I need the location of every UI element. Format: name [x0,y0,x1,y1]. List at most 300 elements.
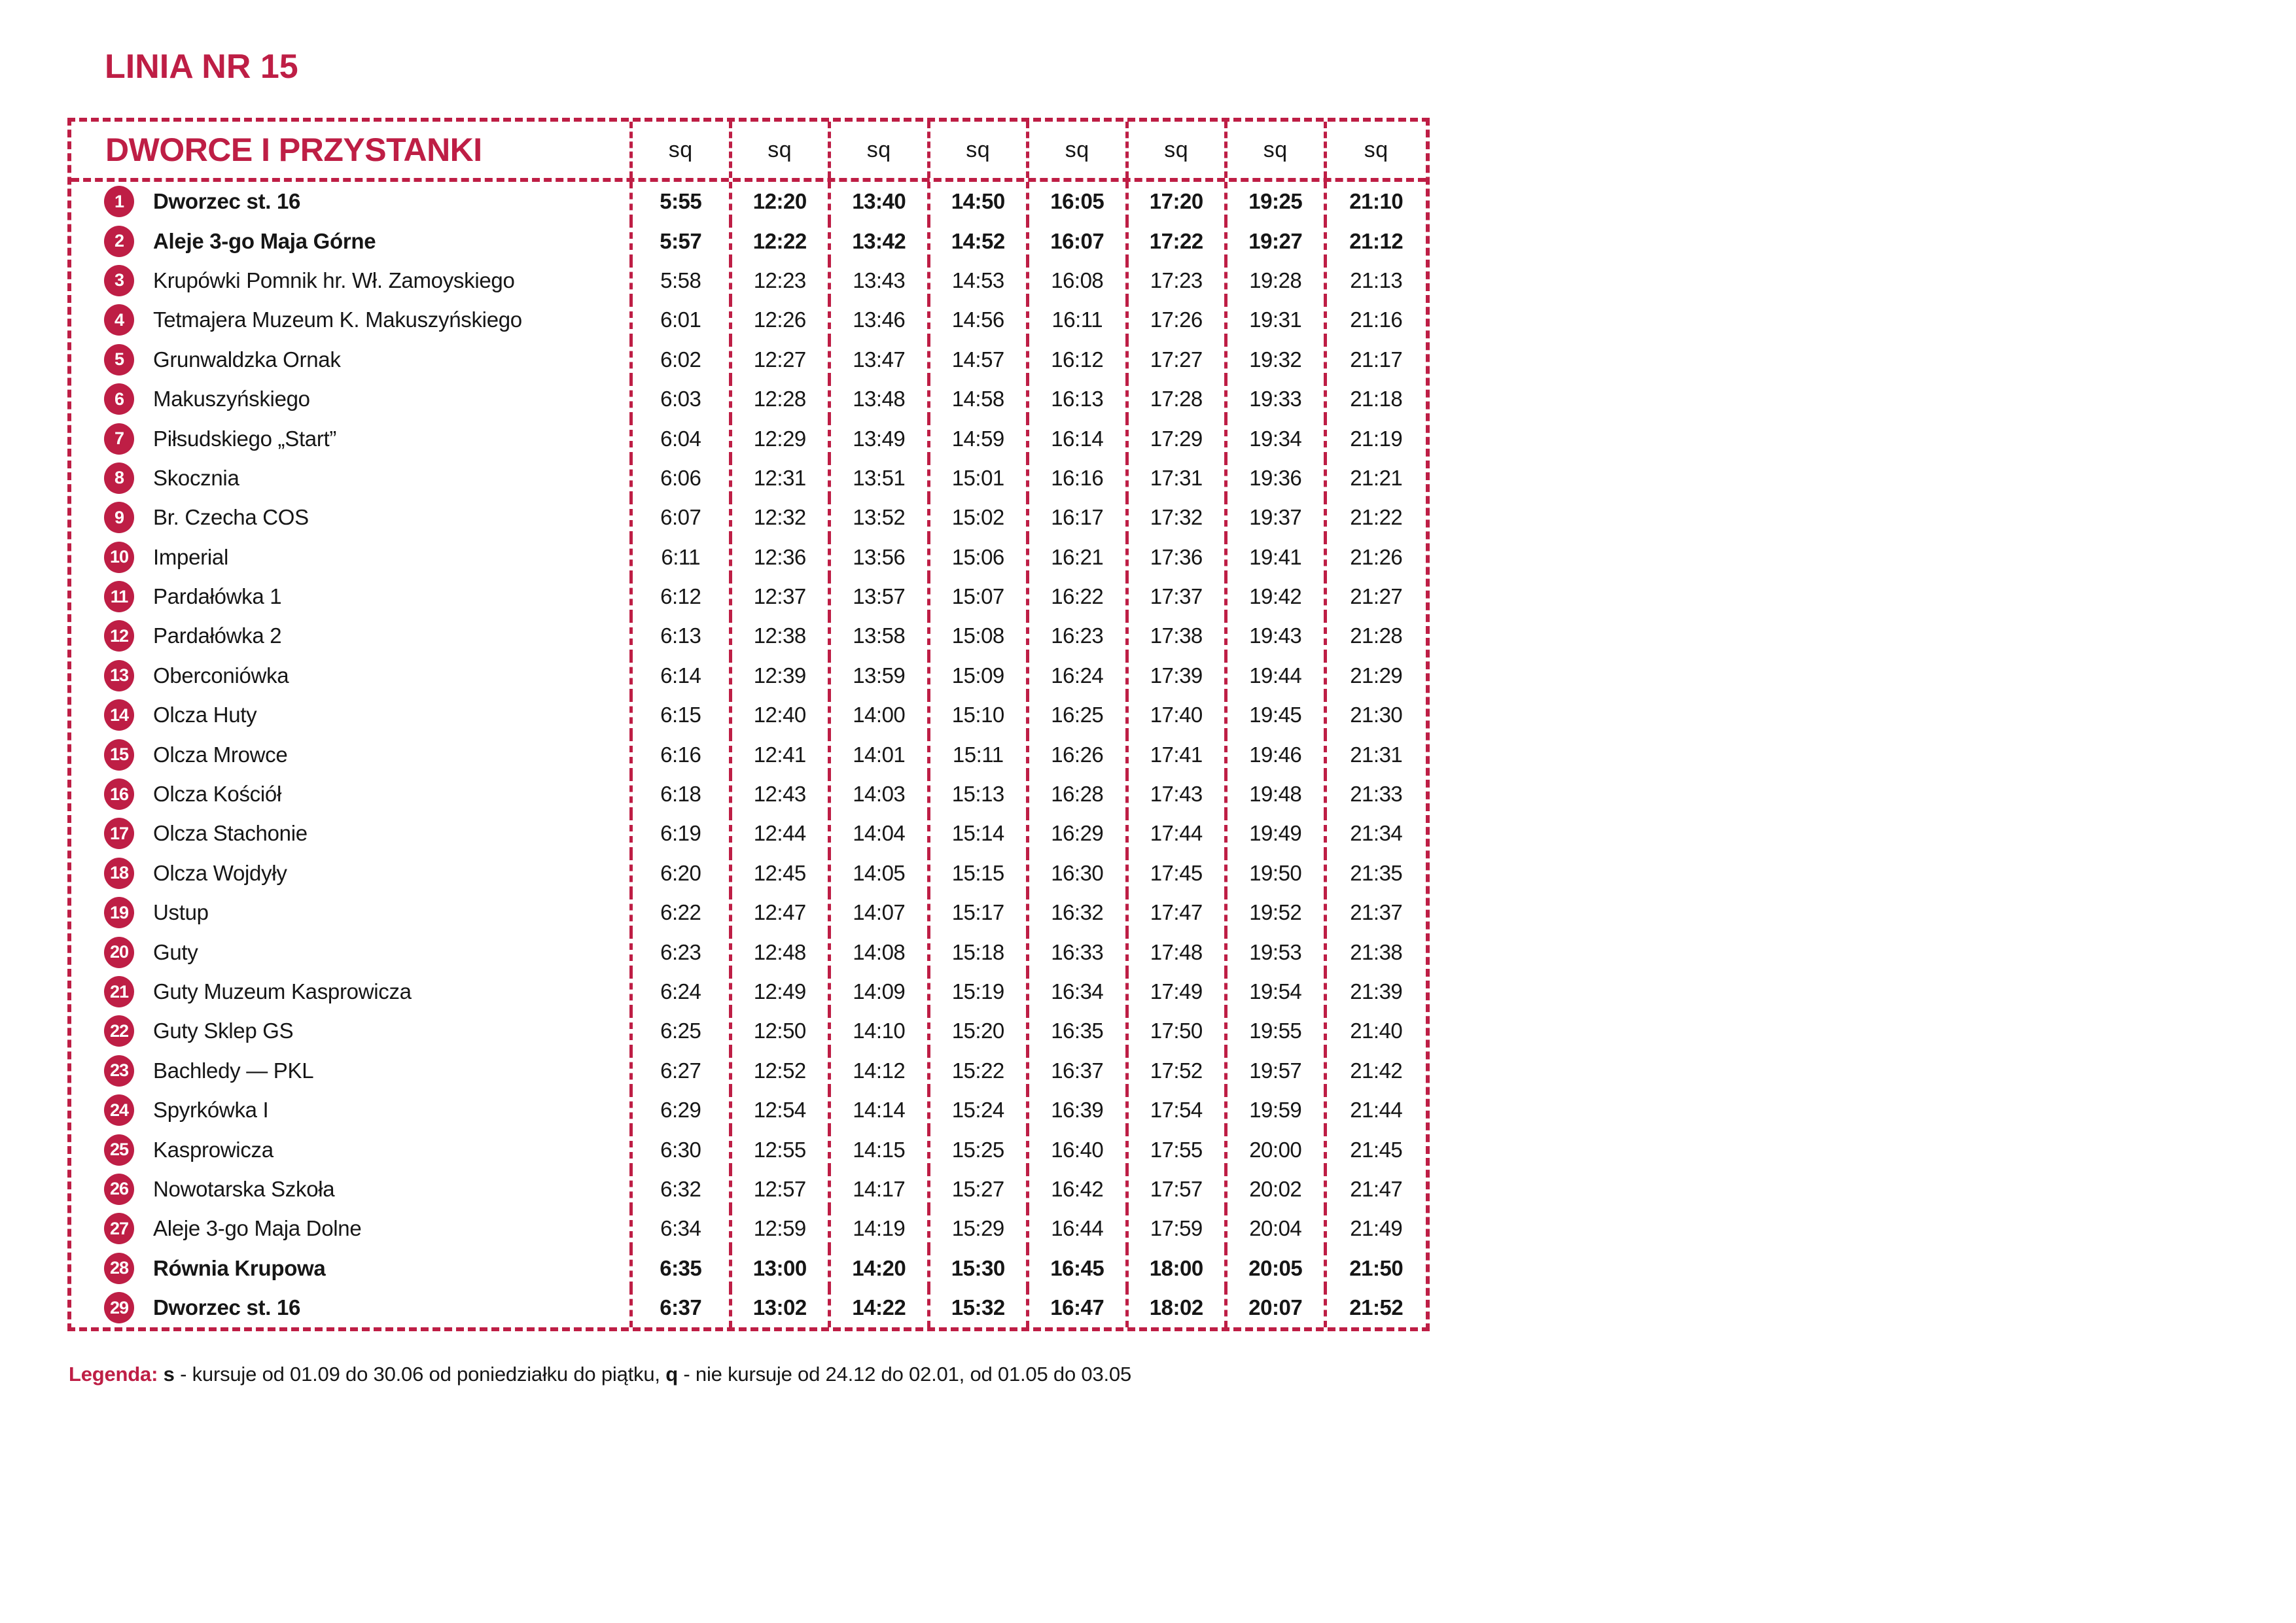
stop-name: Tetmajera Muzeum K. Makuszyńskiego [153,307,522,332]
departure-time: 12:47 [732,893,832,932]
departure-time: 14:53 [930,261,1030,300]
departure-time: 15:09 [930,656,1030,695]
legend-text-s: - kursuje od 01.09 do 30.06 od poniedziałku do piątku, [174,1363,666,1386]
departure-time: 6:16 [633,735,732,774]
stop-number-badge [104,1174,134,1205]
departure-time: 17:50 [1129,1011,1228,1051]
stop-number: 18 [109,863,129,883]
departure-time: 21:19 [1350,426,1403,451]
table-row [71,616,1426,655]
stop-number-badge [104,739,134,771]
stop-cell [71,814,633,853]
departure-time: 12:36 [732,538,832,577]
departure-time: 20:02 [1227,1170,1327,1209]
departure-time: 15:14 [930,814,1030,853]
departure-time: 14:03 [831,775,930,814]
departure-time: 5:55 [633,182,732,221]
table-row [71,498,1426,537]
departure-time: 12:27 [732,340,832,379]
departure-time: 6:35 [633,1249,732,1288]
departure-time: 16:39 [1029,1091,1129,1130]
departure-time: 14:56 [930,300,1030,340]
departure-time: 17:31 [1129,459,1228,498]
stop-number-badge [104,699,134,731]
stop-name: Grunwaldzka Ornak [153,347,341,372]
stop-name: Dworzec st. 16 [153,189,301,214]
departure-time: 14:04 [831,814,930,853]
departure-time: 19:42 [1227,577,1327,616]
stop-name: Aleje 3-go Maja Górne [153,228,376,253]
departure-time: 21:45 [1350,1137,1403,1162]
departure-time: 19:52 [1227,893,1327,932]
stop-number: 3 [114,270,124,290]
departure-time: 14:07 [831,893,930,932]
stop-cell [71,1209,633,1248]
stop-name: Olcza Mrowce [153,742,288,767]
departure-time: 19:25 [1227,182,1327,221]
table-row [71,1130,1426,1169]
stop-number-badge [104,186,134,217]
table-row [71,656,1426,695]
stop-cell [71,340,633,379]
departure-time: 17:40 [1129,695,1228,735]
stop-cell [71,972,633,1011]
departure-time: 16:28 [1029,775,1129,814]
departure-time: 19:43 [1227,616,1327,655]
departure-time: 19:41 [1227,538,1327,577]
departure-time: 17:23 [1129,261,1228,300]
departure-time: 16:26 [1029,735,1129,774]
departure-time: 21:27 [1350,584,1403,609]
departure-time: 16:12 [1029,340,1129,379]
table-row [71,538,1426,577]
departure-time: 6:14 [633,656,732,695]
departure-time: 12:44 [732,814,832,853]
departure-time: 21:16 [1350,307,1403,332]
table-row [71,1051,1426,1091]
departure-time: 18:00 [1129,1249,1228,1288]
stop-cell [71,182,633,221]
departure-time: 13:56 [831,538,930,577]
departure-time: 6:30 [633,1130,732,1169]
departure-time: 19:44 [1227,656,1327,695]
departure-time: 16:22 [1029,577,1129,616]
departure-time: 17:44 [1129,814,1228,853]
departure-time: 15:02 [930,498,1030,537]
departure-time: 15:30 [930,1249,1030,1288]
departure-time: 6:07 [633,498,732,537]
departure-time: 15:25 [930,1130,1030,1169]
departure-time: 5:57 [633,221,732,260]
stop-cell [71,300,633,340]
departure-time: 13:46 [831,300,930,340]
departure-time: 15:13 [930,775,1030,814]
departure-time: 15:10 [930,695,1030,735]
departure-time: 13:47 [831,340,930,379]
departure-time: 17:29 [1129,419,1228,458]
departure-time: 12:28 [732,379,832,419]
departure-time: 13:42 [831,221,930,260]
stop-name: Olcza Stachonie [153,821,308,846]
departure-time: 6:11 [633,538,732,577]
departure-time: 13:52 [831,498,930,537]
departure-time: 14:12 [831,1051,930,1091]
departure-time: 20:05 [1227,1249,1327,1288]
departure-time: 19:33 [1227,379,1327,419]
stop-number-badge [104,502,134,533]
stop-number-badge [104,858,134,889]
stop-number-badge [104,1292,134,1323]
departure-time: 19:28 [1227,261,1327,300]
stop-number-badge [104,1015,134,1047]
departure-time: 6:29 [633,1091,732,1130]
departure-time: 15:22 [930,1051,1030,1091]
stop-name: Oberconiówka [153,663,289,688]
departure-time: 19:36 [1227,459,1327,498]
stop-name: Br. Czecha COS [153,505,309,530]
departure-time: 15:19 [930,972,1030,1011]
stop-cell [71,1288,633,1327]
stop-cell [71,775,633,814]
departure-time: 12:37 [732,577,832,616]
departure-time: 21:17 [1350,347,1403,372]
stop-cell [71,893,633,932]
stop-number-badge [104,423,134,455]
departure-time: 17:20 [1129,182,1228,221]
departure-time: 17:32 [1129,498,1228,537]
departure-time: 16:16 [1029,459,1129,498]
departure-time: 14:58 [930,379,1030,419]
departure-time: 21:52 [1349,1295,1404,1320]
departure-time: 16:45 [1029,1249,1129,1288]
stop-name: Guty Sklep GS [153,1019,294,1043]
table-row [71,1091,1426,1130]
departure-time: 17:26 [1129,300,1228,340]
stop-number: 26 [109,1179,129,1199]
stop-number: 25 [109,1140,129,1160]
stop-cell [71,459,633,498]
stop-cell [71,735,633,774]
stop-name: Aleje 3-go Maja Dolne [153,1216,362,1241]
departure-time: 16:21 [1029,538,1129,577]
stop-number: 22 [109,1021,129,1041]
departure-time: 14:22 [831,1288,930,1327]
stop-number: 14 [109,705,129,725]
departure-time: 16:07 [1029,221,1129,260]
departure-time: 13:40 [831,182,930,221]
stop-number-badge [104,304,134,336]
stop-number-badge [104,897,134,928]
stop-number: 15 [109,744,129,765]
stop-number: 8 [114,468,124,488]
stop-name: Pardałówka 1 [153,584,282,609]
table-row [71,221,1426,260]
departure-time: 6:25 [633,1011,732,1051]
page-title: LINIA NR 15 [105,48,298,86]
table-header-row [71,122,1426,182]
departure-time: 15:17 [930,893,1030,932]
stop-name: Piłsudskiego „Start” [153,426,337,451]
departure-time: 15:01 [930,459,1030,498]
stop-name: Krupówki Pomnik hr. Wł. Zamoyskiego [153,268,515,292]
stop-cell [71,1249,633,1288]
stop-name: Spyrkówka I [153,1098,269,1123]
stop-name: Kasprowicza [153,1137,274,1162]
table-row [71,695,1426,735]
departure-time: 6:02 [633,340,732,379]
departure-time: 12:54 [732,1091,832,1130]
departure-time: 12:26 [732,300,832,340]
stop-cell [71,419,633,458]
stop-number: 17 [109,823,129,843]
departure-time: 19:32 [1227,340,1327,379]
departure-time: 16:42 [1029,1170,1129,1209]
departure-time: 21:47 [1350,1176,1403,1201]
departure-time: 12:23 [732,261,832,300]
stop-number-badge [104,344,134,375]
departure-time: 12:31 [732,459,832,498]
departure-time: 16:05 [1029,182,1129,221]
departure-time: 6:18 [633,775,732,814]
stop-number: 6 [114,389,124,409]
table-row [71,735,1426,774]
departure-time: 16:08 [1029,261,1129,300]
stop-cell [71,656,633,695]
departure-time: 12:49 [732,972,832,1011]
service-code-header: sq [1364,137,1388,162]
departure-time: 15:20 [930,1011,1030,1051]
departure-time: 12:39 [732,656,832,695]
departure-time: 17:41 [1129,735,1228,774]
departure-time: 13:59 [831,656,930,695]
departure-time: 14:19 [831,1209,930,1248]
departure-time: 13:58 [831,616,930,655]
departure-time: 20:07 [1227,1288,1327,1327]
departure-time: 21:26 [1350,544,1403,569]
stop-name: Bachledy — PKL [153,1058,314,1083]
departure-time: 12:20 [732,182,832,221]
stop-name: Olcza Huty [153,703,257,727]
departure-time: 6:13 [633,616,732,655]
departure-time: 16:11 [1029,300,1129,340]
legend-symbol-q: q [665,1363,678,1386]
departure-time: 14:20 [831,1249,930,1288]
stop-cell [71,695,633,735]
departure-time: 14:52 [930,221,1030,260]
table-row [71,1288,1426,1327]
departure-time: 15:15 [930,854,1030,893]
departure-time: 21:12 [1349,228,1404,253]
legend-symbol-s: s [163,1363,175,1386]
stop-number-badge [104,620,134,652]
stop-number: 29 [109,1297,129,1318]
table-row [71,419,1426,458]
stop-number: 9 [114,507,124,527]
departure-time: 16:37 [1029,1051,1129,1091]
departure-time: 5:58 [633,261,732,300]
stop-number-badge [104,462,134,494]
departure-time: 21:40 [1350,1019,1403,1043]
departure-time: 17:48 [1129,932,1228,971]
table-row [71,854,1426,893]
departure-time: 12:32 [732,498,832,537]
table-row [71,379,1426,419]
departure-time: 12:52 [732,1051,832,1091]
departure-time: 21:33 [1350,782,1403,807]
departure-time: 17:45 [1129,854,1228,893]
departure-time: 16:32 [1029,893,1129,932]
departure-time: 16:13 [1029,379,1129,419]
departure-time: 17:47 [1129,893,1228,932]
departure-time: 6:24 [633,972,732,1011]
stop-cell [71,577,633,616]
departure-time: 12:50 [732,1011,832,1051]
departure-time: 17:54 [1129,1091,1228,1130]
departure-time: 15:11 [930,735,1030,774]
departure-time: 19:37 [1227,498,1327,537]
service-code-header: sq [633,122,732,178]
departure-time: 19:57 [1227,1051,1327,1091]
departure-time: 21:37 [1350,900,1403,925]
stop-cell [71,221,633,260]
timetable [67,118,1430,1331]
departure-time: 17:38 [1129,616,1228,655]
stop-name: Równia Krupowa [153,1255,326,1280]
stop-number: 19 [109,902,129,922]
departure-time: 6:20 [633,854,732,893]
departure-time: 12:55 [732,1130,832,1169]
departure-time: 17:28 [1129,379,1228,419]
departure-time: 12:40 [732,695,832,735]
stop-cell [71,538,633,577]
stop-cell [71,616,633,655]
departure-time: 6:32 [633,1170,732,1209]
stop-cell [71,854,633,893]
table-row [71,775,1426,814]
stop-cell [71,261,633,300]
departure-time: 14:08 [831,932,930,971]
departure-time: 14:15 [831,1130,930,1169]
departure-time: 6:37 [633,1288,732,1327]
departure-time: 21:35 [1350,860,1403,885]
departure-time: 19:31 [1227,300,1327,340]
departure-time: 14:10 [831,1011,930,1051]
stop-number: 1 [114,191,124,211]
stops-column-header: DWORCE I PRZYSTANKI [71,122,633,178]
departure-time: 12:48 [732,932,832,971]
departure-time: 17:49 [1129,972,1228,1011]
service-code-header: sq [930,122,1030,178]
departure-time: 16:24 [1029,656,1129,695]
departure-time: 17:59 [1129,1209,1228,1248]
departure-time: 19:34 [1227,419,1327,458]
stop-number: 24 [109,1100,129,1120]
departure-time: 14:57 [930,340,1030,379]
departure-time: 17:36 [1129,538,1228,577]
service-code-header: sq [831,122,930,178]
table-row [71,972,1426,1011]
table-row [71,261,1426,300]
stop-number-badge [104,383,134,415]
departure-time: 13:00 [732,1249,832,1288]
stop-number-badge [104,581,134,612]
departure-time: 6:01 [633,300,732,340]
departure-time: 6:06 [633,459,732,498]
legend [69,1363,1131,1386]
departure-time: 19:48 [1227,775,1327,814]
departure-time: 16:35 [1029,1011,1129,1051]
departure-time: 13:43 [831,261,930,300]
stop-cell [71,1011,633,1051]
departure-time: 14:59 [930,419,1030,458]
departure-time: 16:17 [1029,498,1129,537]
departure-time: 16:25 [1029,695,1129,735]
table-row [71,1011,1426,1051]
departure-time: 19:55 [1227,1011,1327,1051]
departure-time: 21:30 [1350,703,1403,727]
stop-number: 16 [109,784,129,804]
departure-time: 21:38 [1350,939,1403,964]
table-row [71,459,1426,498]
service-code-header: sq [732,122,832,178]
stop-cell [71,1051,633,1091]
stop-number-badge [104,937,134,968]
departure-time: 12:22 [732,221,832,260]
stop-number-badge [104,1253,134,1284]
departure-time: 6:19 [633,814,732,853]
departure-time: 19:49 [1227,814,1327,853]
stop-cell [71,1170,633,1209]
departure-time: 21:28 [1350,623,1403,648]
departure-time: 21:44 [1350,1098,1403,1123]
stop-cell [71,932,633,971]
departure-time: 19:59 [1227,1091,1327,1130]
departure-time: 14:05 [831,854,930,893]
departure-time: 6:34 [633,1209,732,1248]
departure-time: 16:23 [1029,616,1129,655]
stop-number: 20 [109,942,129,962]
stop-number-badge [104,1055,134,1087]
stop-number-badge [104,818,134,849]
service-code-header: sq [1227,122,1327,178]
stop-name: Guty Muzeum Kasprowicza [153,979,412,1003]
stop-name: Ustup [153,900,209,925]
departure-time: 14:17 [831,1170,930,1209]
departure-time: 12:43 [732,775,832,814]
table-row [71,814,1426,853]
departure-time: 12:29 [732,419,832,458]
table-body [71,182,1426,1327]
departure-time: 13:02 [732,1288,832,1327]
departure-time: 13:57 [831,577,930,616]
stop-name: Dworzec st. 16 [153,1295,301,1320]
stop-number: 13 [109,665,129,686]
departure-time: 15:24 [930,1091,1030,1130]
departure-time: 14:14 [831,1091,930,1130]
departure-time: 16:47 [1029,1288,1129,1327]
stop-number-badge [104,265,134,296]
legend-label: Legenda: [69,1363,158,1386]
departure-time: 21:31 [1350,742,1403,767]
departure-time: 19:54 [1227,972,1327,1011]
departure-time: 14:01 [831,735,930,774]
stop-number-badge [104,542,134,573]
departure-time: 20:04 [1227,1209,1327,1248]
departure-time: 6:23 [633,932,732,971]
departure-time: 6:27 [633,1051,732,1091]
stop-name: Olcza Wojdyły [153,860,287,885]
stop-name: Nowotarska Szkoła [153,1176,335,1201]
